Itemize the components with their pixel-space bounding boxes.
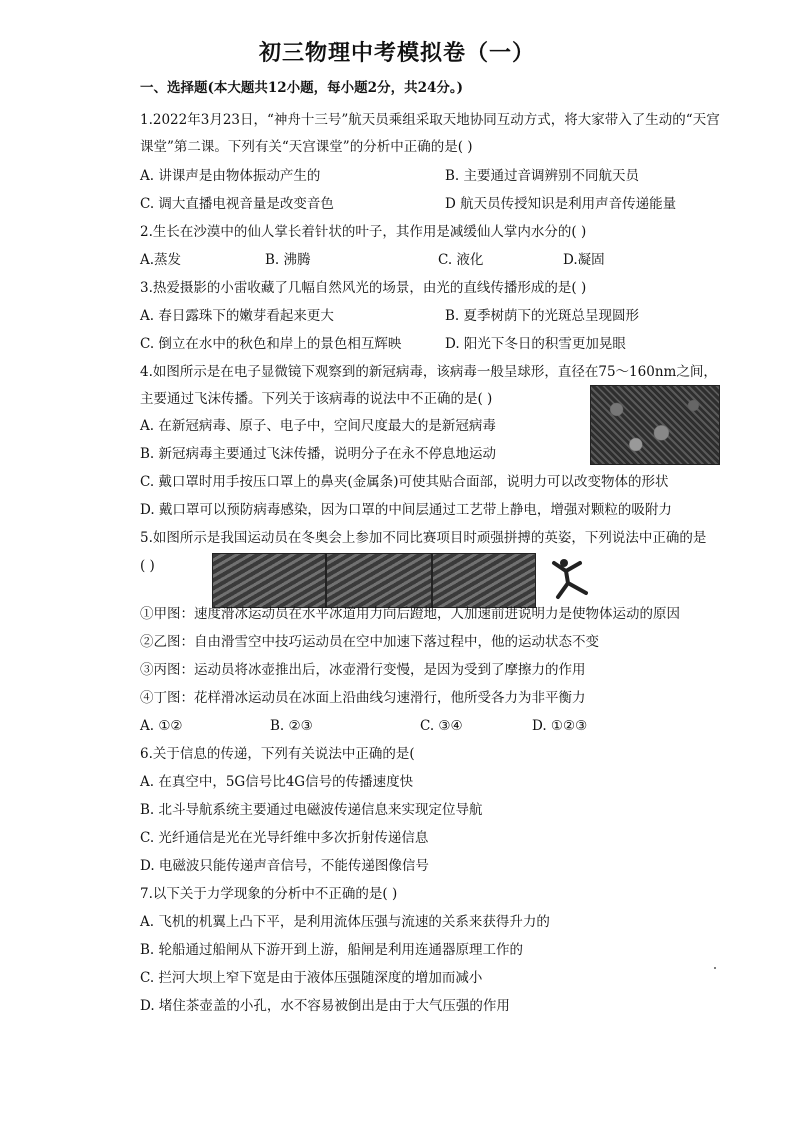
q3-option-d: D. 阳光下冬日的积雪更加晃眼 xyxy=(445,336,626,352)
q4-stem-line1: 4.如图所示是在电子显微镜下观察到的新冠病毒，该病毒一般呈球形，直径在75～160nm之间， xyxy=(140,364,717,380)
q5-stem-line1: 5.如图所示是我国运动员在冬奥会上参加不同比赛项目时顽强拼搏的英姿，下列说法中正确的是 xyxy=(140,530,707,546)
q6-stem: 6.关于信息的传递，下列有关说法中正确的是( xyxy=(140,746,415,762)
q4-option-b: B. 新冠病毒主要通过飞沫传播，说明分子在永不停息地运动 xyxy=(140,446,497,462)
q4-option-d: D. 戴口罩可以预防病毒感染，因为口罩的中间层通过工艺带上静电，增强对颗粒的吸附力 xyxy=(140,502,672,518)
q5-statement-3: ③丙图：运动员将冰壶推出后，冰壶滑行变慢，是因为受到了摩擦力的作用 xyxy=(140,662,586,678)
q5-statement-1: ①甲图：速度滑冰运动员在水平冰道用力向后蹬地，人加速前进说明力是使物体运动的原因 xyxy=(140,606,680,622)
q1-stem-line2: 课堂”第二课。下列有关“天宫课堂”的分析中正确的是( ) xyxy=(140,139,473,155)
q6-option-c: C. 光纤通信是光在光导纤维中多次折射传递信息 xyxy=(140,830,429,846)
q6-option-a: A. 在真空中，5G信号比4G信号的传播速度快 xyxy=(140,774,414,790)
q5-option-b: B. ②③ xyxy=(270,718,313,734)
q7-stem: 7.以下关于力学现象的分析中不正确的是( ) xyxy=(140,886,398,902)
q5-option-a: A. ①② xyxy=(140,718,183,734)
q7-option-d: D. 堵住茶壶盖的小孔，水不容易被倒出是由于大气压强的作用 xyxy=(140,998,510,1014)
figure-skater-image xyxy=(536,553,596,605)
q3-option-b: B. 夏季树荫下的光斑总呈现圆形 xyxy=(445,308,640,324)
q6-option-d: D. 电磁波只能传递声音信号，不能传递图像信号 xyxy=(140,858,429,874)
q3-option-c: C. 倒立在水中的秋色和岸上的景色相互辉映 xyxy=(140,336,402,352)
page-title: 初三物理中考模拟卷（一） xyxy=(258,40,535,66)
q2-option-b: B. 沸腾 xyxy=(265,252,311,268)
q2-stem: 2.生长在沙漠中的仙人掌长着针状的叶子，其作用是减缓仙人掌内水分的( ) xyxy=(140,224,587,240)
q6-option-b: B. 北斗导航系统主要通过电磁波传递信息来实现定位导航 xyxy=(140,802,483,818)
q1-option-c: C. 调大直播电视音量是改变音色 xyxy=(140,196,334,212)
q4-stem-line2: 主要通过飞沫传播。下列关于该病毒的说法中不正确的是( ) xyxy=(140,391,493,407)
q5-stem-line2: ( ) xyxy=(140,558,155,574)
virus-micrograph-image xyxy=(590,385,720,465)
q2-option-c: C. 液化 xyxy=(438,252,484,268)
q4-option-a: A. 在新冠病毒、原子、电子中，空间尺度最大的是新冠病毒 xyxy=(140,418,496,434)
q7-option-b: B. 轮船通过船闸从下游开到上游，船闸是利用连通器原理工作的 xyxy=(140,942,524,958)
speed-skating-image xyxy=(212,553,326,608)
q5-option-d: D. ①②③ xyxy=(532,718,588,734)
q5-option-c: C. ③④ xyxy=(420,718,463,734)
q3-option-a: A. 春日露珠下的嫩芽看起来更大 xyxy=(140,308,334,324)
section-heading: 一、选择题(本大题共12小题，每小题2分，共24分。) xyxy=(140,80,463,96)
q7-option-c: C. 拦河大坝上窄下宽是由于液体压强随深度的增加而减小 xyxy=(140,970,483,986)
q1-option-d: D 航天员传授知识是利用声音传递能量 xyxy=(445,196,677,212)
q5-statement-4: ④丁图：花样滑冰运动员在冰面上沿曲线匀速滑行，他所受各力为非平衡力 xyxy=(140,690,586,706)
q3-stem: 3.热爱摄影的小雷收藏了几幅自然风光的场景，由光的直线传播形成的是( ) xyxy=(140,280,587,296)
q1-option-b: B. 主要通过音调辨别不同航天员 xyxy=(445,168,640,184)
q1-option-a: A. 讲课声是由物体振动产生的 xyxy=(140,168,321,184)
q4-option-c: C. 戴口罩时用手按压口罩上的鼻夹(金属条)可使其贴合面部，说明力可以改变物体的形状 xyxy=(140,474,669,490)
q1-stem-line1: 1.2022年3月23日，“神舟十三号”航天员乘组采取天地协同互动方式，将大家带入了生动的“天宫 xyxy=(140,112,720,128)
scan-speck xyxy=(714,967,716,969)
q2-option-a: A.蒸发 xyxy=(140,252,182,268)
q7-option-a: A. 飞机的机翼上凸下平，是利用流体压强与流速的关系来获得升力的 xyxy=(140,914,550,930)
q2-option-d: D.凝固 xyxy=(563,252,605,268)
freestyle-skiing-image xyxy=(326,553,432,608)
q5-statement-2: ②乙图：自由滑雪空中技巧运动员在空中加速下落过程中，他的运动状态不变 xyxy=(140,634,599,650)
curling-image xyxy=(432,553,536,608)
